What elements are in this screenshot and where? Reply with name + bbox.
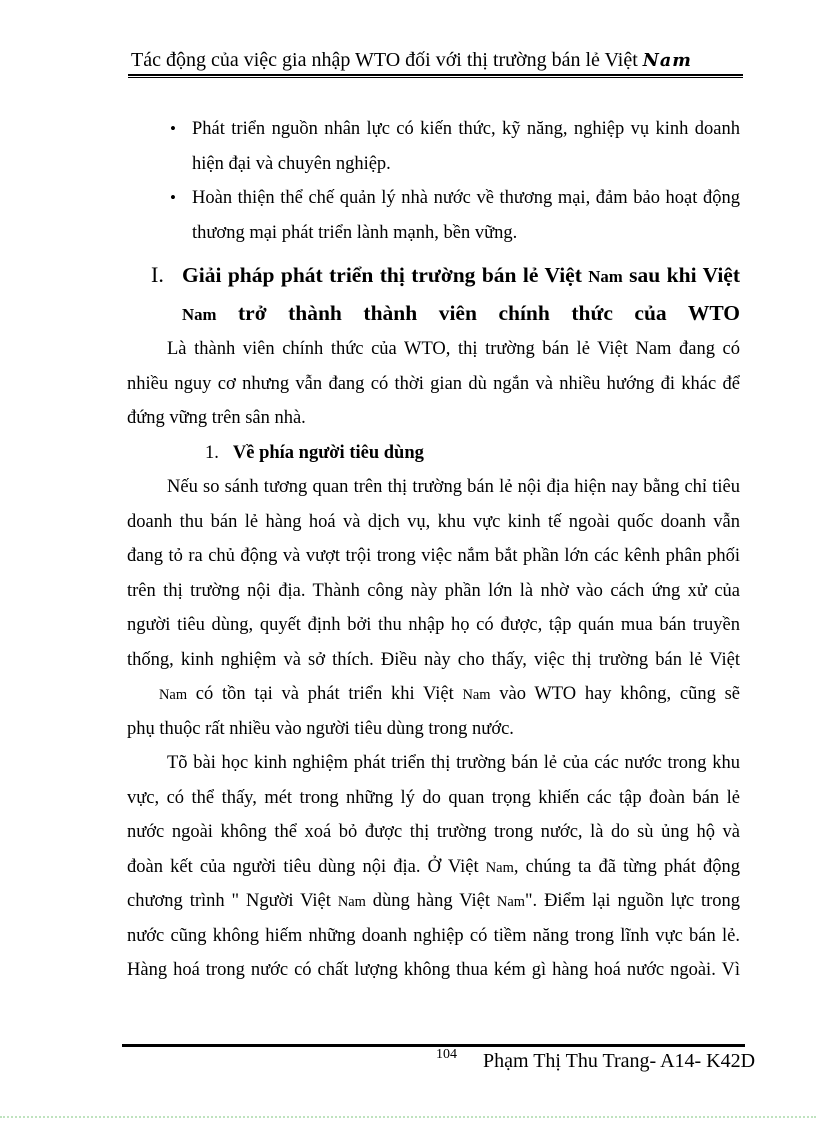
text-run: nhiều nguy cơ nhưng vẫn đang có thời gian dù ngắn và nhiều hướng đi khác để: [127, 373, 740, 394]
text-run: chương trình " Người Việt: [127, 891, 338, 911]
nam-substituted-text: Nam: [182, 305, 217, 324]
list-number: 1.: [205, 442, 219, 463]
text-run: trên thị trường nội địa. Thành công này phần lớn là nhờ vào cách ứng xử của: [127, 580, 740, 601]
text-line: [127, 112, 740, 147]
subsection-heading-1-consumers: [127, 436, 740, 471]
bullet-item-human-resources: [127, 112, 740, 181]
bullet-icon: •: [170, 119, 176, 138]
text-run: Nếu so sánh tương quan trên thị trường bán lẻ nội địa hiện nay bằng chỉ tiêu: [167, 477, 740, 497]
nam-substituted-text: Nam: [496, 894, 525, 910]
text-run: ". Điểm lại nguồn lực trong: [524, 891, 741, 911]
text-line: [127, 332, 740, 367]
text-run: dùng hàng Việt: [365, 891, 497, 911]
text-line: [127, 505, 740, 540]
text-line: [127, 677, 740, 712]
section-heading-I: [127, 256, 740, 332]
footer-author: Phạm Thị Thu Trang- A14- K42D: [483, 1050, 756, 1072]
text-run: Tác động của việc gia nhập WTO đối với thị trường bán lẻ Việt: [131, 49, 643, 71]
text-run: Về phía người tiêu dùng: [232, 442, 424, 463]
text-run: có tồn tại và phát triển khi Việt: [187, 684, 463, 704]
text-run: Hàng hoá trong nước có chất lượng không thua kém gì hàng hoá nước ngoài. Vì: [127, 960, 740, 980]
document-body: [127, 112, 740, 988]
text-line: [127, 643, 740, 678]
text-run: sau khi Việt: [622, 263, 740, 287]
text-line: [127, 216, 740, 251]
text-run: nước ngoài không thể xoá bỏ được thị trường trong nước, là do sù ủng hộ và: [127, 822, 740, 842]
text-run: , chúng ta đã từng phát động: [513, 856, 740, 877]
text-run: Giải pháp phát triển thị trường bán lẻ Việt: [182, 263, 589, 287]
text-line: [127, 884, 740, 919]
nam-substituted-text: Nam: [337, 894, 366, 910]
text-run: hiện đại và chuyên nghiệp.: [192, 153, 391, 174]
text-line: [127, 147, 740, 182]
text-line: [127, 953, 740, 988]
text-line: [127, 574, 740, 609]
paragraph-lessons-learned: [127, 746, 740, 988]
paragraph-consumer-behaviour: [127, 470, 740, 746]
text-line: [127, 919, 740, 954]
nam-substituted-text: Nam: [159, 687, 188, 703]
text-run: Hoàn thiện thể chế quản lý nhà nước về thương mại, đảm bảo hoạt động: [192, 188, 740, 208]
text-line: [127, 781, 740, 816]
text-line: [127, 746, 740, 781]
text-line: [127, 401, 740, 436]
paragraph-intro: [127, 332, 740, 436]
text-line: [127, 181, 740, 216]
bullet-item-state-management: [127, 181, 740, 250]
text-run: đứng vững trên sân nhà.: [127, 408, 306, 428]
text-run: vào WTO hay không, cũng sẽ: [490, 684, 740, 704]
script-nam-text: Nam: [642, 50, 692, 71]
bullet-icon: •: [170, 188, 176, 207]
nam-substituted-text: Nam: [462, 687, 491, 703]
text-line: [127, 256, 740, 294]
text-run: thương mại phát triển lành mạnh, bền vững.: [192, 222, 518, 243]
text-run: Phát triển nguồn nhân lực có kiến thức, kỹ năng, nghiệp vụ kinh doanh: [192, 119, 740, 139]
text-line: [127, 367, 740, 402]
text-line: [127, 294, 740, 332]
text-run: đoàn kết của người tiêu dùng nội địa. Ở Việt: [127, 856, 486, 877]
text-run: nước cũng không hiếm những doanh nghiệp có tiềm năng trong lĩnh vực bán lẻ.: [127, 925, 740, 946]
heading-roman-numeral: I.: [151, 262, 164, 287]
page-number: 104: [436, 1047, 457, 1062]
text-run: trở thành thành viên chính thức của WTO: [216, 301, 740, 325]
text-run: đang tỏ ra chủ động và vượt trội trong việc nắm bắt phần lớn các kênh phân phối: [127, 546, 740, 566]
text-run: doanh thu bán lẻ hàng hoá và dịch vụ, khu vực kinh tế ngoài quốc doanh vẫn: [127, 511, 740, 532]
text-line: [127, 850, 740, 885]
text-run: người tiêu dùng, quyết định bởi thu nhập họ có được, tập quán mua bán truyền: [127, 615, 740, 635]
text-run: Là thành viên chính thức của WTO, thị trường bán lẻ Việt Nam đang có: [167, 339, 740, 359]
text-line: [127, 815, 740, 850]
text-run: Tõ bài học kinh nghiệm phát triển thị trường bán lẻ của các nước trong khu: [167, 753, 740, 773]
header-double-rule: [128, 74, 743, 78]
nam-substituted-text: Nam: [588, 267, 623, 286]
text-run: vực, có thể thấy, mét trong những lý do quan trọng khiến các tập đoàn bán lẻ: [127, 787, 740, 808]
running-header-title: [131, 48, 745, 73]
text-run: thống, kinh nghiệm và sở thích. Điều này cho thấy, việc thị trường bán lẻ Việt: [127, 649, 740, 670]
text-line: [127, 608, 740, 643]
text-run: phụ thuộc rất nhiều vào người tiêu dùng trong nước.: [127, 718, 514, 739]
text-line: [127, 470, 740, 505]
footer-rule: [122, 1044, 745, 1047]
page-boundary-separator: [0, 1116, 816, 1118]
text-line: [127, 712, 740, 747]
nam-substituted-text: Nam: [485, 859, 514, 876]
text-line: [127, 539, 740, 574]
